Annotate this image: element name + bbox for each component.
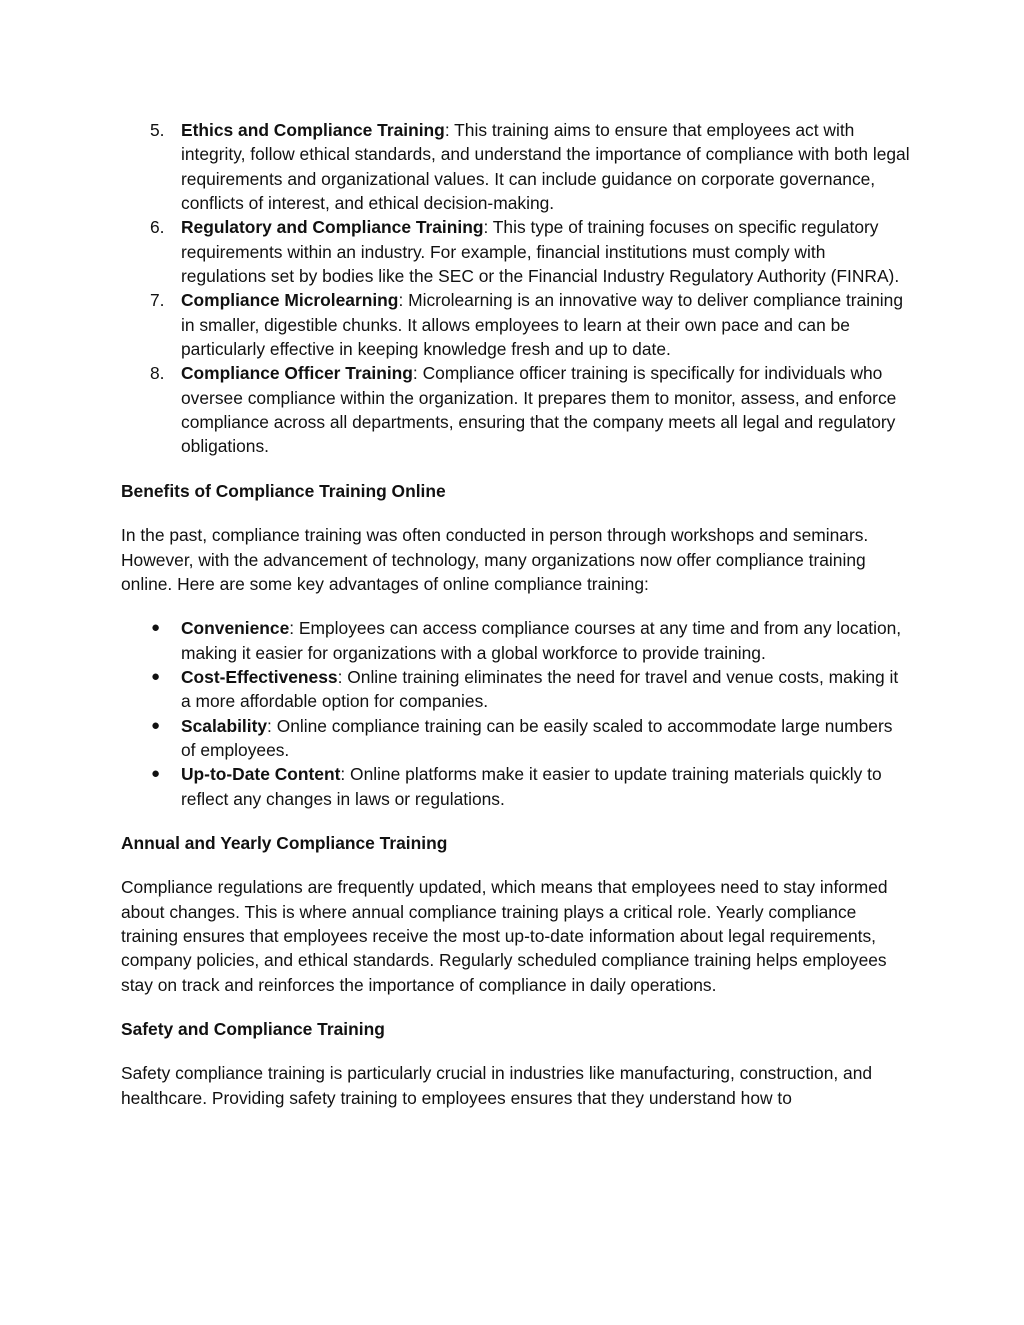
numbered-list	[121, 118, 911, 459]
bullet-item	[121, 762, 911, 811]
list-number: 7.	[150, 290, 165, 311]
bullet-item-term: Cost-Effectiveness	[181, 666, 338, 687]
bullet-item	[121, 714, 911, 763]
bullet-item	[121, 665, 911, 714]
benefits-intro-paragraph: In the past, compliance training was often conducted in person through workshops and seminars. However, with the advancement of technology, many organizations now offer compliance training online. Here are some key advantages of online compliance training:	[121, 525, 869, 594]
list-item-text: : This training aims to ensure that employees act with integrity, follow ethical standards, and understand the importance of compliance with both legal requirements and organizational values. It can include guidance on corporate governance, conflicts of interest, and ethical decision-making.	[181, 120, 910, 214]
section-heading-annual: Annual and Yearly Compliance Training	[121, 832, 448, 853]
bullet-item	[121, 616, 911, 665]
bullet-item-term: Scalability	[181, 715, 268, 736]
bullet-item-term: Up-to-Date Content	[181, 764, 341, 785]
list-item-text: : Microlearning is an innovative way to deliver compliance training in smaller, digestible chunks. It allows employees to learn at their own pace and can be particularly effective in keeping knowledge fresh and up to date.	[181, 290, 904, 360]
list-item-term: Compliance Officer Training	[181, 363, 413, 384]
bullet-icon: ●	[151, 716, 161, 734]
list-number: 6.	[150, 217, 165, 238]
bullet-item-term: Convenience	[181, 618, 290, 639]
list-item-term: Compliance Microlearning	[181, 290, 399, 311]
list-number: 5.	[150, 120, 165, 140]
list-item	[121, 288, 911, 361]
bullet-icon: ●	[151, 619, 161, 637]
list-item	[121, 361, 911, 458]
list-number: 8.	[150, 363, 165, 384]
bullet-item-text: : Online platforms make it easier to update training materials quickly to reflect any changes in laws or regulations.	[181, 764, 882, 809]
bullet-item-text: : Online compliance training can be easily scaled to accommodate large numbers of employees.	[181, 715, 893, 760]
list-item-term: Ethics and Compliance Training	[181, 120, 445, 140]
bullet-item-text: : Employees can access compliance courses at any time and from any location, making it easier for organizations with a global workforce to provide training.	[181, 618, 902, 663]
bullet-list	[121, 616, 911, 811]
list-item-text: : This type of training focuses on specific regulatory requirements within an industry. For example, financial institutions must comply with regulations set by bodies like the SEC or the Financial Industry Regulatory Authority (FINRA).	[181, 217, 900, 287]
annual-paragraph: Compliance regulations are frequently updated, which means that employees need to stay informed about changes. This is where annual compliance training plays a critical role. Yearly compliance training ensures that employees receive the most up-to-date information about legal requirements, company policies, and ethical standards. Regularly scheduled compliance training helps employees stay on track and reinforces the importance of compliance in daily operations.	[121, 877, 888, 995]
list-item-term: Regulatory and Compliance Training	[181, 217, 484, 238]
section-heading-benefits: Benefits of Compliance Training Online	[121, 480, 446, 501]
section-heading-safety: Safety and Compliance Training	[121, 1019, 385, 1039]
bullet-icon: ●	[151, 667, 161, 685]
safety-paragraph: Safety compliance training is particularly crucial in industries like manufacturing, construction, and healthcare. Providing safety training to employees ensures that they understand how to	[121, 1063, 873, 1108]
document-page	[121, 118, 911, 1110]
list-item	[121, 118, 911, 215]
list-item-text: : Compliance officer training is specifically for individuals who oversee compliance within the organization. It prepares them to monitor, assess, and enforce compliance across all departments, ensuring that the company meets all legal and regulatory obligations.	[181, 363, 897, 457]
list-item	[121, 215, 911, 288]
bullet-icon: ●	[151, 765, 161, 783]
bullet-item-text: : Online training eliminates the need for travel and venue costs, making it a more affordable option for companies.	[181, 666, 899, 712]
